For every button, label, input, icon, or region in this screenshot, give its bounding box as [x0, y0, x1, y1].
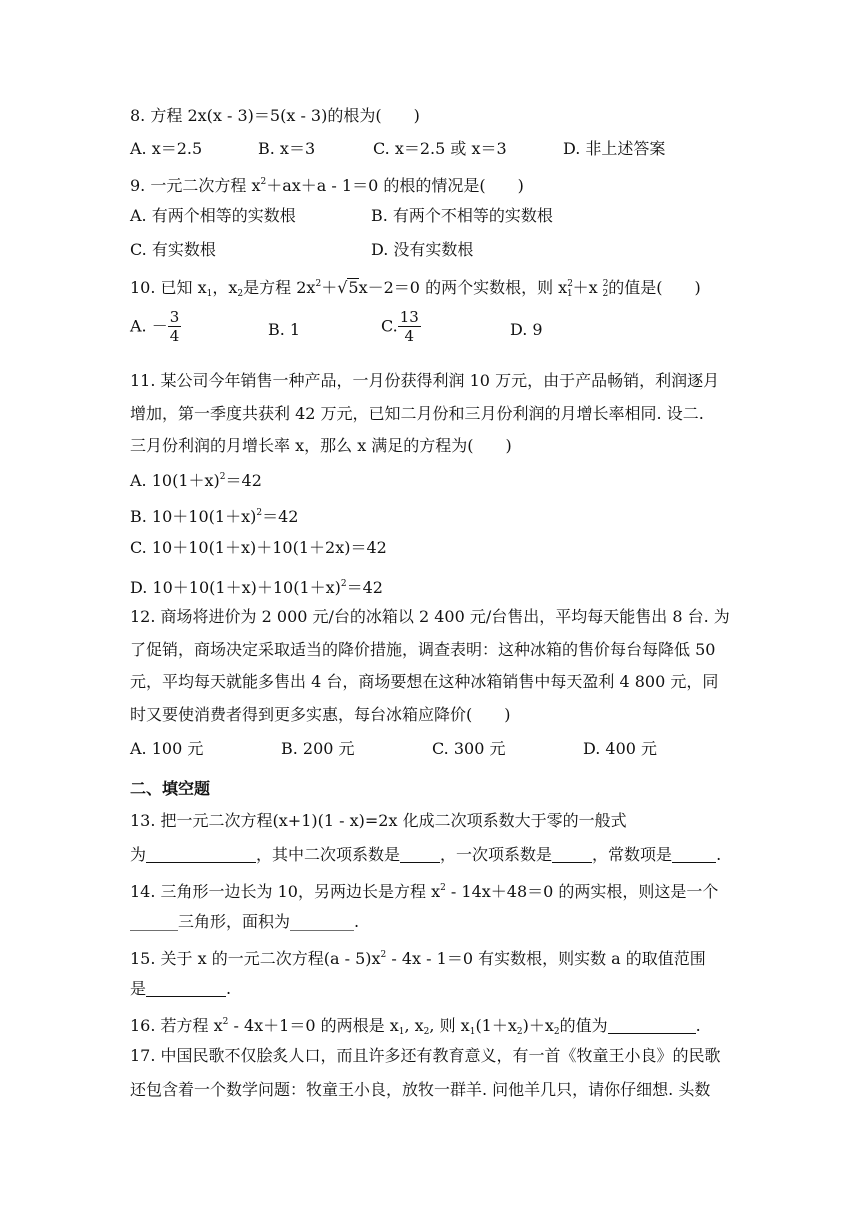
- q12-option-c: C. 300 元: [432, 739, 506, 758]
- q11-option-b: B. $10+10(1+x)^2=42$: [130, 507, 299, 526]
- answer-blank[interactable]: [146, 846, 256, 863]
- q13-line-1: 13. 把一元二次方程(x+1)(1 - x)=2x 化成二次项系数大于零的一般式: [130, 811, 627, 830]
- q9-option-c: C. 有实数根: [130, 240, 216, 259]
- q17-line-1: 17. 中国民歌不仅脍炙人口，而且许多还有教育意义，有一首《牧童王小良》的民歌: [130, 1046, 721, 1065]
- q11-option-d: D. $10+10(1+x)+10(1+x)^2=42$: [130, 578, 383, 597]
- q8-option-c: C. x＝2.5 或 x＝3: [373, 139, 507, 158]
- q12-line-4: 时又要使消费者得到更多实惠，每台冰箱应降价( ): [130, 705, 511, 724]
- answer-blank[interactable]: [400, 846, 440, 863]
- q11-option-c: C. 10＋10(1＋x)＋10(1＋2x)＝42: [130, 538, 387, 557]
- q9-option-b: B. 有两个不相等的实数根: [371, 206, 553, 225]
- sqrt-symbol: √: [337, 278, 348, 297]
- q8-option-a: A. x＝2.5: [130, 139, 203, 158]
- q11-line-1: 11. 某公司今年销售一种产品，一月份获得利润 10 万元，由于产品畅销，利润逐月: [130, 371, 720, 390]
- q15-line-2: 是 .: [130, 979, 232, 998]
- q9-stem: 9. 一元二次方程 $x^2+ax+a - 1=0$ 的根的情况是( ): [130, 176, 524, 195]
- q16-line: 16. 若方程 $x^2 - 4x+1=0$ 的两根是 $x_1$, $x_2$, 则 $x_1(1+x_2)+x_2$的值为 .: [130, 1016, 701, 1037]
- q13-line-2: 为 ，其中二次项系数是 ，一次项系数是 ，常数项是 .: [130, 845, 722, 864]
- section-heading: 二、填空题: [130, 779, 211, 798]
- q11-line-3: 三月份利润的月增长率 x，那么 x 满足的方程为( ): [130, 436, 512, 455]
- fraction: $\frac{13}{4}$: [399, 308, 419, 345]
- answer-blank[interactable]: [552, 846, 592, 863]
- q14-line-1: 14. 三角形一边长为 10，另两边长是方程 $x^2 - 14x+48=0$ 的两实根，则这是一个: [130, 882, 719, 901]
- q14-line-2: ______三角形，面积为________.: [130, 912, 360, 931]
- q12-line-1: 12. 商场将进价为 2 000 元/台的冰箱以 2 400 元/台售出，平均每天能售出 8 台. 为: [130, 607, 730, 626]
- answer-blank[interactable]: [146, 980, 226, 997]
- q8-option-b: B. x＝3: [258, 139, 316, 158]
- q10-option-b: B. 1: [268, 320, 301, 339]
- q10-option-d: D. 9: [510, 320, 543, 339]
- q11-line-2: 增加，第一季度共获利 42 万元，已知二月份和三月份利润的月增长率相同. 设二.: [130, 404, 704, 423]
- q10-option-c: C. $\frac{13}{4}$: [381, 308, 419, 345]
- q12-line-3: 元，平均每天就能多售出 4 台，商场要想在这种冰箱销售中每天盈利 4 800 元，同: [130, 672, 719, 691]
- q12-option-a: A. 100 元: [130, 739, 204, 758]
- q8-option-d: D. 非上述答案: [563, 139, 666, 158]
- q12-option-d: D. 400 元: [583, 739, 658, 758]
- q9-option-d: D. 没有实数根: [371, 240, 474, 259]
- q17-line-2: 还包含着一个数学问题：牧童王小良，放牧一群羊. 问他羊几只，请你仔细想. 头数: [130, 1080, 711, 1099]
- q12-option-b: B. 200 元: [281, 739, 355, 758]
- q10-stem: 10. 已知 $x_1$，$x_2$是方程 $2x^2+√5x-2=0$ 的两个实数根，则 $x^2_1+x$ $^2_2$的值是( ): [130, 278, 701, 299]
- q9-option-a: A. 有两个相等的实数根: [130, 206, 296, 225]
- q15-line-1: 15. 关于 x 的一元二次方程$(a - 5)x^2 - 4x - 1=0$ 有实数根，则实数 a 的取值范围: [130, 949, 706, 968]
- answer-blank[interactable]: [672, 846, 716, 863]
- q12-line-2: 了促销，商场决定采取适当的降价措施，调查表明：这种冰箱的售价每台每降低 50: [130, 640, 716, 659]
- fraction: $\frac{3}{4}$: [169, 308, 180, 345]
- q11-option-a: A. $10(1+x)^2=42$: [130, 471, 262, 490]
- q8-stem: 8. 方程 2x(x - 3)＝5(x - 3)的根为( ): [130, 106, 420, 125]
- q10-option-a: A. － $\frac{3}{4}$: [130, 308, 180, 345]
- answer-blank[interactable]: [608, 1017, 696, 1034]
